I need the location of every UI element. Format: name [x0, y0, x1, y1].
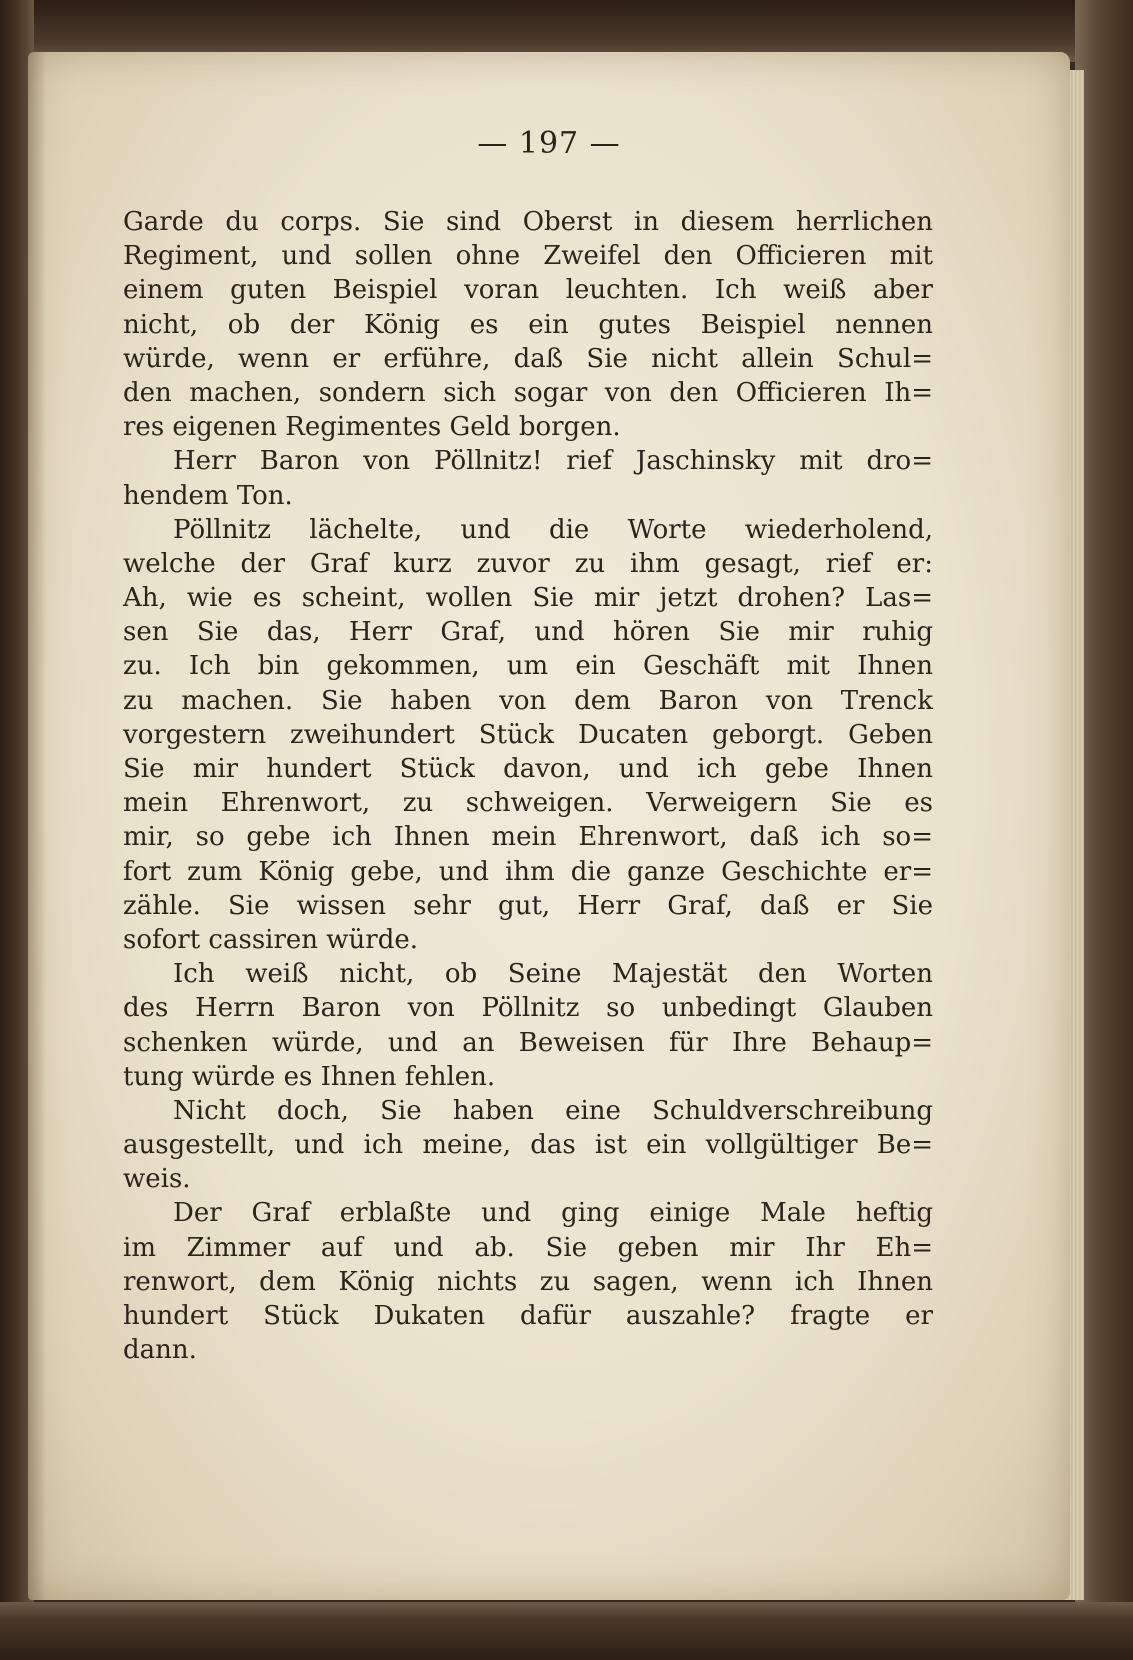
text-line: welche der Graf kurz zuvor zu ihm gesagt, rief er:	[123, 548, 933, 579]
text-line: renwort, dem König nichts zu sagen, wenn ich Ihnen	[123, 1266, 933, 1297]
page-gutter-shadow	[28, 52, 46, 1600]
text-line: ausgestellt, und ich meine, das ist ein vollgültiger Be=	[123, 1130, 933, 1161]
text-line: Nicht doch, Sie haben eine Schuldverschreibung	[173, 1095, 933, 1126]
text-line: einem guten Beispiel voran leuchten. Ich weiß aber	[123, 275, 933, 306]
text-line: tung würde es Ihnen fehlen.	[123, 1061, 496, 1092]
text-line: schenken würde, und an Beweisen für Ihre Behaup=	[123, 1027, 933, 1058]
text-line: sen Sie das, Herr Graf, und hören Sie mir ruhig	[123, 617, 933, 648]
page-number: — 197 —	[477, 126, 621, 161]
text-line: Ah, wie es scheint, wollen Sie mir jetzt drohen? Las=	[123, 583, 933, 614]
text-line: vorgestern zweihundert Stück Ducaten geborgt. Geben	[123, 719, 933, 750]
text-line: zähle. Sie wissen sehr gut, Herr Graf, daß er Sie	[123, 890, 933, 921]
book-cover-bottom	[0, 1602, 1133, 1660]
text-line: Pöllnitz lächelte, und die Worte wiederholend,	[173, 514, 933, 545]
text-line: Garde du corps. Sie sind Oberst in diesem herrlichen	[123, 207, 933, 237]
body-text	[123, 205, 933, 1367]
text-line: res eigenen Regimentes Geld borgen.	[123, 412, 621, 443]
text-line: im Zimmer auf und ab. Sie geben mir Ihr Eh=	[123, 1232, 933, 1263]
text-line: fort zum König gebe, und ihm die ganze Geschichte er=	[123, 856, 933, 887]
text-line: des Herrn Baron von Pöllnitz so unbedingt Glauben	[123, 993, 933, 1024]
text-line: Der Graf erblaßte und ging einige Male heftig	[173, 1198, 933, 1229]
text-line: dann.	[123, 1335, 197, 1366]
text-line: hendem Ton.	[123, 480, 293, 511]
text-line: Herr Baron von Pöllnitz! rief Jaschinsky mit dro=	[173, 446, 933, 477]
text-line: Regiment, und sollen ohne Zweifel den Officieren mit	[123, 241, 933, 272]
text-line: mein Ehrenwort, zu schweigen. Verweigern Sie es	[123, 788, 933, 819]
text-line: hundert Stück Dukaten dafür auszahle? fragte er	[123, 1301, 933, 1331]
text-line: Ich weiß nicht, ob Seine Majestät den Worten	[173, 959, 933, 990]
text-line: mir, so gebe ich Ihnen mein Ehrenwort, daß ich so=	[123, 822, 933, 853]
text-line: würde, wenn er erführe, daß Sie nicht allein Schul=	[123, 343, 933, 374]
text-line: sofort cassiren würde.	[123, 924, 419, 955]
text-line: nicht, ob der König es ein gutes Beispiel nennen	[123, 309, 933, 340]
text-line: zu. Ich bin gekommen, um ein Geschäft mit Ihnen	[123, 651, 933, 682]
text-line: weis.	[123, 1164, 191, 1195]
text-line: zu machen. Sie haben von dem Baron von Trenck	[123, 685, 933, 716]
text-line: den machen, sondern sich sogar von den Officieren Ih=	[123, 377, 933, 408]
book-page	[28, 52, 1070, 1600]
text-line: Sie mir hundert Stück davon, und ich gebe Ihnen	[123, 754, 933, 784]
